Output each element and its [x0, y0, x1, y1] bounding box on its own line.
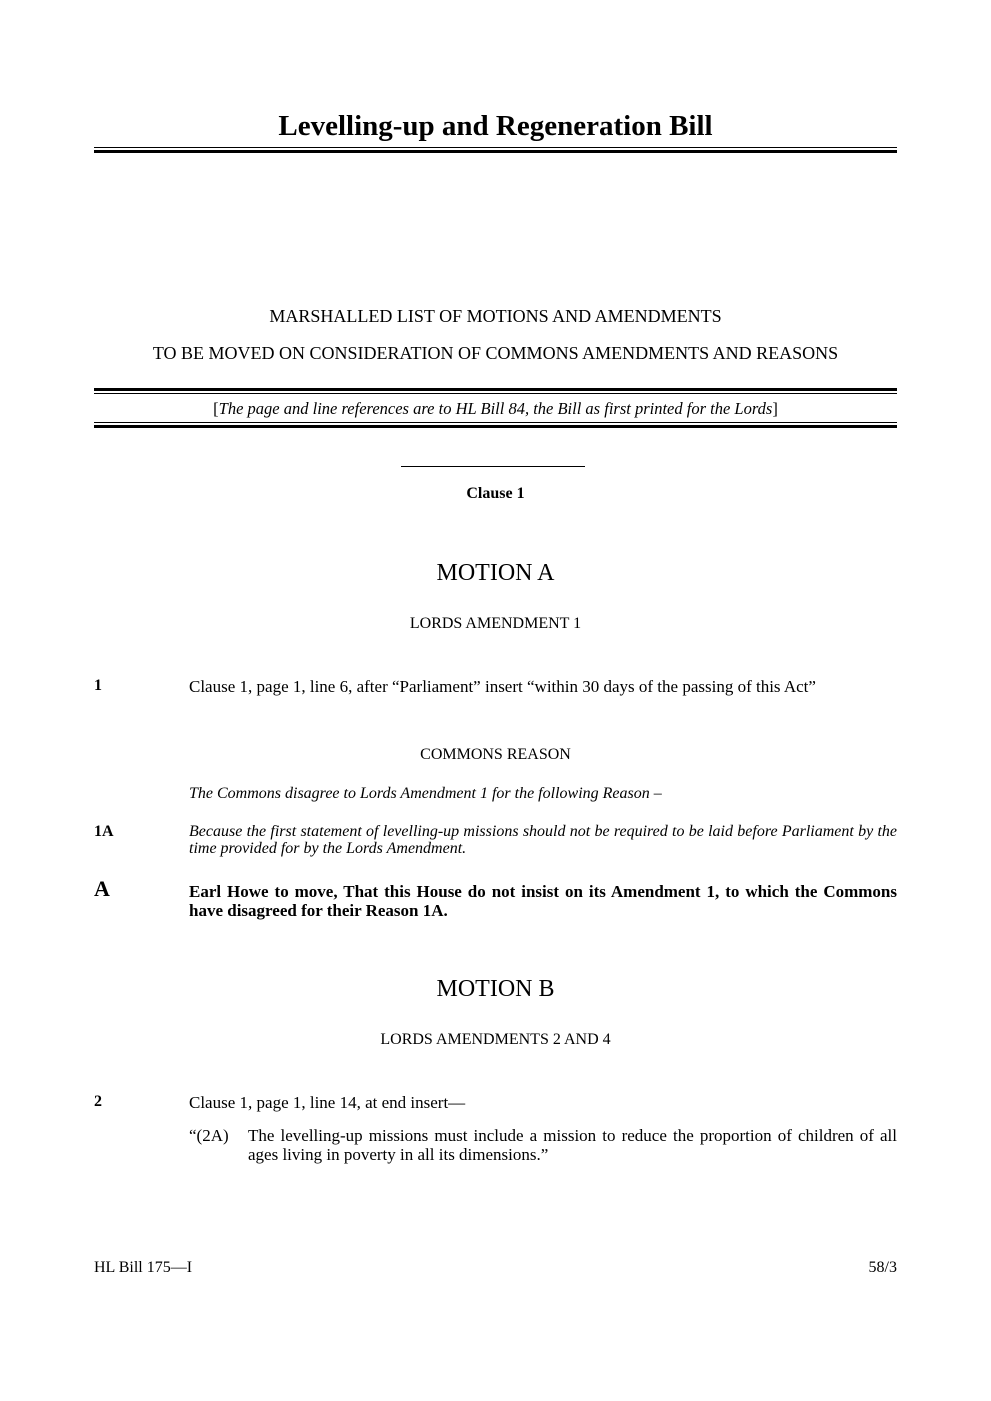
reason-1a-text: Because the first statement of levelling-up missions should not be required to be laid before Parliament by the time provided for by the Lords Amendment. — [189, 823, 897, 857]
page-title: Levelling-up and Regeneration Bill — [278, 110, 713, 142]
motion-a-heading: MOTION A — [436, 560, 555, 586]
reason-intro: The Commons disagree to Lords Amendment 1 for the following Reason – — [189, 785, 662, 802]
title-rule-thin — [94, 147, 897, 148]
amendment-number-1: 1 — [94, 677, 102, 694]
motion-a-subheading: LORDS AMENDMENT 1 — [409, 615, 582, 632]
bracket-close: ] — [772, 399, 778, 418]
footer-bill-number: HL Bill 175—I — [94, 1259, 193, 1276]
reference-note — [94, 398, 897, 420]
note-rule-top-thin — [94, 393, 897, 394]
reason-number-1a: 1A — [94, 823, 114, 840]
inserted-subsection-label: “(2A) — [189, 1126, 229, 1145]
amendment-2-text: Clause 1, page 1, line 14, at end insert— — [189, 1093, 466, 1112]
footer-page-ref: 58/3 — [868, 1259, 897, 1276]
note-rule-bottom-thick — [94, 425, 897, 428]
reference-note-text: The page and line references are to HL Bill 84, the Bill as first printed for the Lords — [218, 399, 773, 418]
commons-reason-heading: COMMONS REASON — [420, 746, 571, 763]
amendment-1-text: Clause 1, page 1, line 6, after “Parliament” insert “within 30 days of the passing of this Act” — [189, 677, 816, 696]
clause-separator-rule — [401, 466, 585, 467]
note-rule-bottom-thin — [94, 422, 897, 423]
title-rule-thick — [94, 150, 897, 153]
inserted-subsection-text: The levelling-up missions must include a mission to reduce the proportion of children of all ages living in poverty in all its dimensions.” — [248, 1126, 897, 1164]
amendment-number-2: 2 — [94, 1093, 102, 1110]
clause-heading: Clause 1 — [466, 485, 525, 502]
bracket-open: [ — [213, 399, 219, 418]
motion-a-text: Earl Howe to move, That this House do not insist on its Amendment 1, to which the Commons have disagreed for their Reason 1A. — [189, 882, 897, 920]
motion-b-heading: MOTION B — [436, 976, 555, 1002]
note-rule-top-thick — [94, 388, 897, 391]
subtitle-line-2: TO BE MOVED ON CONSIDERATION OF COMMONS AMENDMENTS AND REASONS — [152, 343, 839, 363]
subtitle-line-1: MARSHALLED LIST OF MOTIONS AND AMENDMENTS — [269, 306, 722, 326]
motion-b-subheading: LORDS AMENDMENTS 2 AND 4 — [380, 1031, 611, 1048]
motion-letter-a: A — [94, 876, 110, 901]
